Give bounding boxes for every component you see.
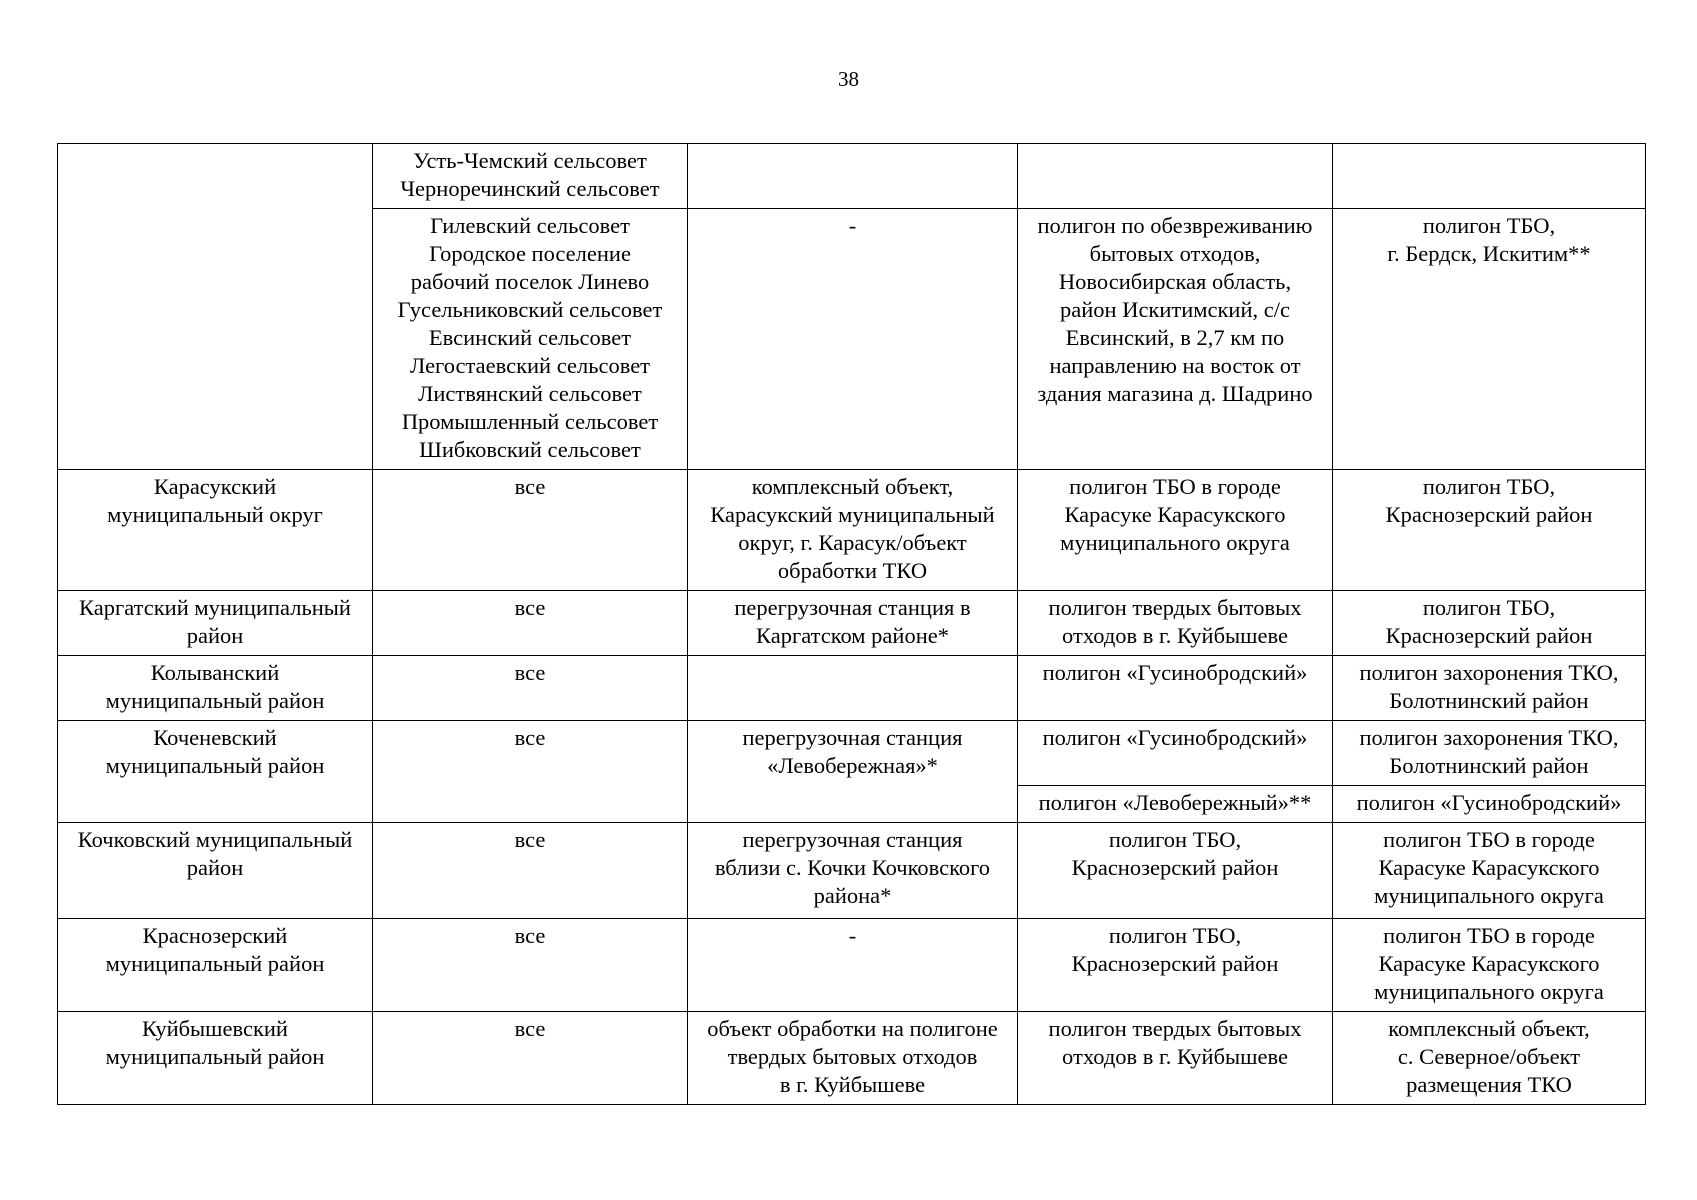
reserve-cell: полигон ТБО в городе Карасуке Карасукского муниципального округа [1333,919,1646,1012]
reserve-cell [1333,144,1646,209]
disposal-cell: полигон ТБО, Краснозерский район [1018,919,1333,1012]
settlements-cell: все [373,721,688,823]
reserve-cell: полигон ТБО, Краснозерский район [1333,591,1646,656]
disposal-cell: полигон ТБО в городе Карасуке Карасукского муниципального округа [1018,470,1333,591]
reserve-cell: комплексный объект, с. Северное/объект размещения ТКО [1333,1012,1646,1105]
table-row [58,721,1646,786]
reserve-cell: полигон ТБО, Краснозерский район [1333,470,1646,591]
page-number: 38 [838,67,859,91]
transfer-cell: - [688,209,1018,470]
reserve-cell: полигон захоронения ТКО, Болотнинский район [1333,656,1646,721]
district-cell: Куйбышевский муниципальный район [58,1012,373,1105]
disposal-cell: полигон «Левобережный»** [1018,786,1333,823]
settlements-cell: все [373,656,688,721]
district-cell: Краснозерский муниципальный район [58,919,373,1012]
reserve-cell: полигон захоронения ТКО, Болотнинский район [1333,721,1646,786]
settlements-cell: все [373,823,688,919]
disposal-cell: полигон ТБО, Краснозерский район [1018,823,1333,919]
disposal-cell: полигон по обезвреживанию бытовых отходов, Новосибирская область, район Искитимский, с/с Евсинский, в 2,7 км по направлению на восток от здания магазина д. Шадрино [1018,209,1333,470]
transfer-cell: - [688,919,1018,1012]
table-row [58,823,1646,919]
table-row [58,144,1646,209]
disposal-cell: полигон «Гусинобродский» [1018,656,1333,721]
transfer-cell: перегрузочная станция в Каргатском районе* [688,591,1018,656]
table-row [58,591,1646,656]
transfer-cell [688,656,1018,721]
reserve-cell: полигон ТБО в городе Карасуке Карасукского муниципального округа [1333,823,1646,919]
settlements-cell: Гилевский сельсовет Городское поселение рабочий поселок Линево Гусельниковский сельсовет Евсинский сельсовет Легостаевский сельсовет Листвянский сельсовет Промышленный сельсовет Шибковский сельсовет [373,209,688,470]
settlements-cell: все [373,591,688,656]
reserve-cell: полигон «Гусинобродский» [1333,786,1646,823]
transfer-cell: перегрузочная станция «Левобережная»* [688,721,1018,823]
district-cell [58,144,373,470]
waste-facilities-table [57,143,1646,1105]
district-cell: Кочковский муниципальный район [58,823,373,919]
disposal-cell: полигон твердых бытовых отходов в г. Куйбышеве [1018,591,1333,656]
settlements-cell: все [373,1012,688,1105]
reserve-cell: полигон ТБО, г. Бердск, Искитим** [1333,209,1646,470]
district-cell: Каргатский муниципальный район [58,591,373,656]
transfer-cell: перегрузочная станция вблизи с. Кочки Кочковского района* [688,823,1018,919]
settlements-cell: все [373,919,688,1012]
table-row [58,470,1646,591]
disposal-cell [1018,144,1333,209]
district-cell: Колыванский муниципальный район [58,656,373,721]
district-cell: Карасукский муниципальный округ [58,470,373,591]
disposal-cell: полигон «Гусинобродский» [1018,721,1333,786]
settlements-cell: все [373,470,688,591]
settlements-cell: Усть-Чемский сельсовет Черноречинский сельсовет [373,144,688,209]
transfer-cell: объект обработки на полигоне твердых бытовых отходов в г. Куйбышеве [688,1012,1018,1105]
table-row [58,1012,1646,1105]
transfer-cell [688,144,1018,209]
transfer-cell: комплексный объект, Карасукский муниципальный округ, г. Карасук/объект обработки ТКО [688,470,1018,591]
table-row [58,919,1646,1012]
district-cell: Коченевский муниципальный район [58,721,373,823]
disposal-cell: полигон твердых бытовых отходов в г. Куйбышеве [1018,1012,1333,1105]
table-row [58,656,1646,721]
